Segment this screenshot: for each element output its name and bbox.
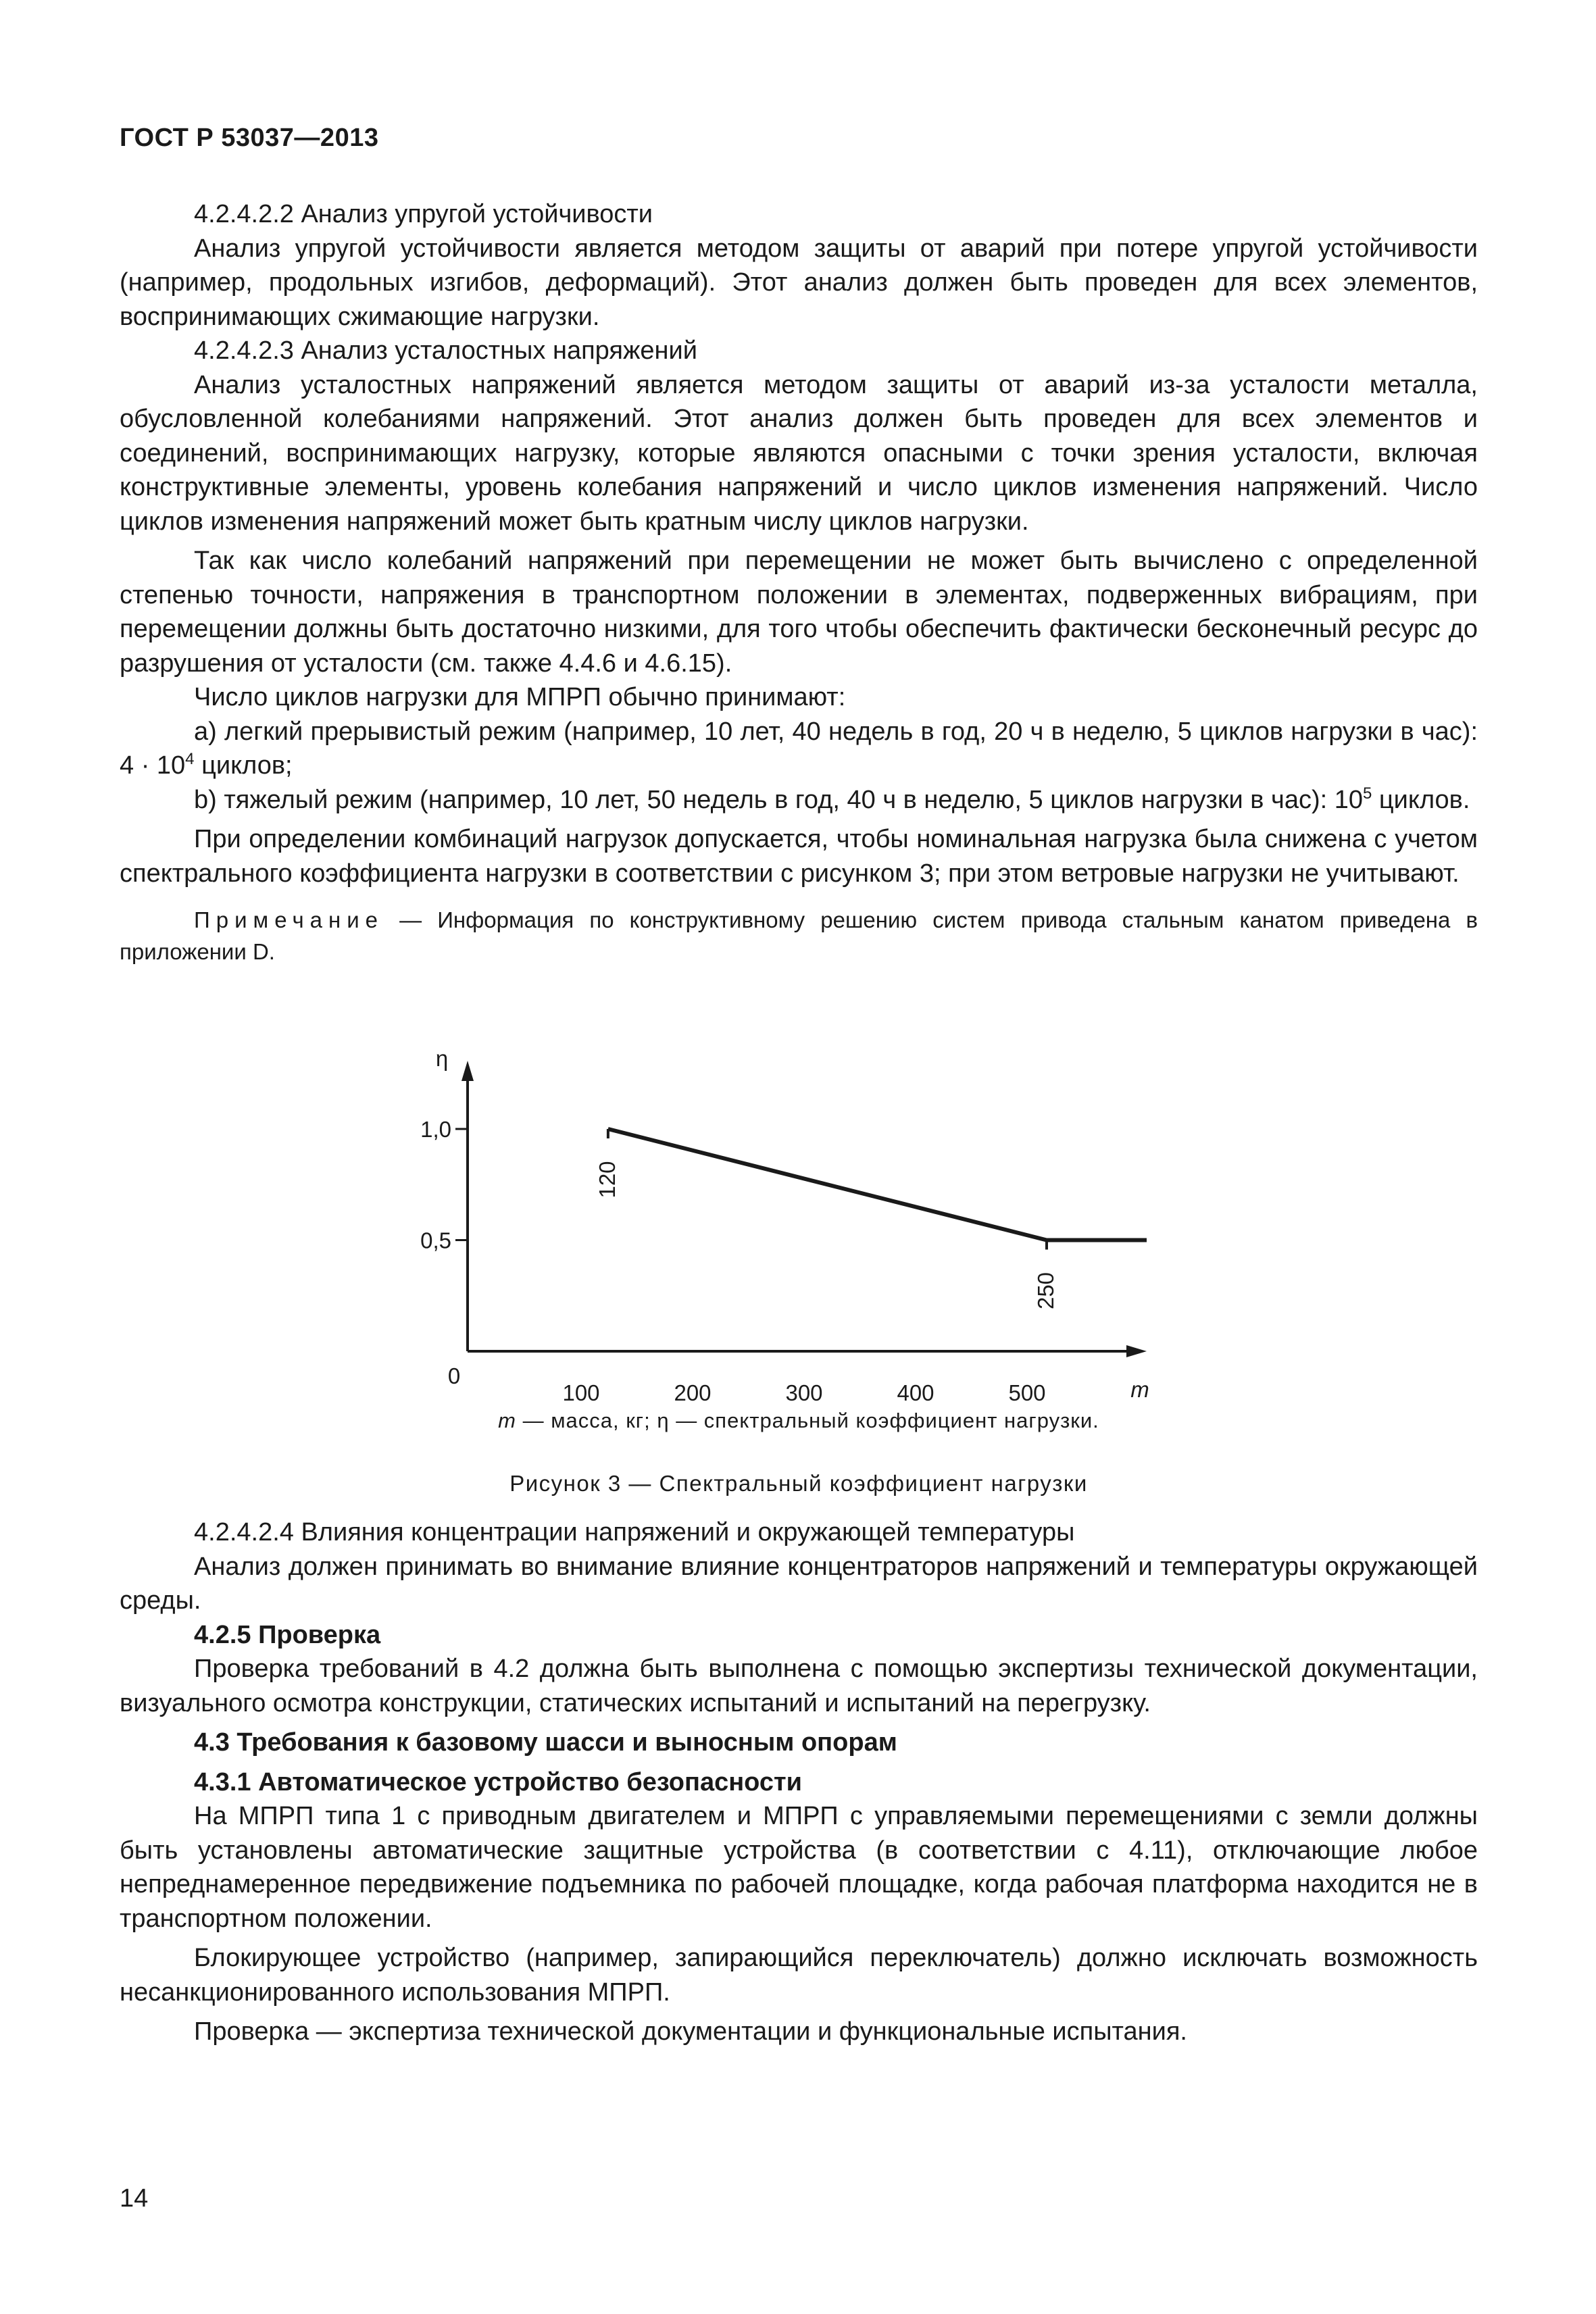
x-tick-label: 200 — [674, 1380, 712, 1404]
x-tick-label: 100 — [562, 1380, 600, 1404]
x-tick-label: 0 — [447, 1363, 461, 1388]
y-axis-label: η — [435, 1046, 449, 1071]
paragraph: Блокирующее устройство (например, запирающийся переключатель) должно исключать возможность несанкционированного использования МПРП. — [120, 1944, 1478, 2007]
section-heading-4-3-1: 4.3.1 Автоматическое устройство безопасности — [194, 1767, 802, 1796]
x-tick-label: 300 — [785, 1380, 823, 1404]
section-heading-4-2-4-2-2: 4.2.4.2.2 Анализ упругой устойчивости — [194, 200, 653, 228]
note — [120, 904, 1478, 967]
list-item-b: b) тяжелый режим (например, 10 лет, 50 недель в год, 40 ч в неделю, 5 циклов нагрузки в час): $10^5$ циклов. — [194, 784, 1470, 814]
paragraph: Анализ усталостных напряжений является методом защиты от аварий из-за усталости металла, обусловленной колебаниями напряжений. Этот анализ должен быть проведен для всех элементов и соединений, воспринимающих нагрузку, которые являются опасными с точки зрения усталости, включая конструктивные элементы, уровень колебания напряжений и число циклов изменения напряжений. Число циклов изменения напряжений может быть кратным числу циклов нагрузки. — [120, 370, 1478, 536]
annotation-120: 120 — [594, 1161, 620, 1199]
list-item-a: а) легкий прерывистый режим (например, 10 лет, 40 недель в год, 20 ч в неделю, 5 циклов нагрузки в час): $4 \cdot 10^4$ циклов; — [120, 717, 1478, 780]
paragraph: Анализ должен принимать во внимание влияние концентраторов напряжений и температуры окружающей среды. — [120, 1552, 1478, 1615]
section-heading-4-2-4-2-3: 4.2.4.2.3 Анализ усталостных напряжений — [194, 336, 697, 365]
x-tick-label: 500 — [1008, 1380, 1046, 1404]
section-heading-4-2-4-2-4: 4.2.4.2.4 Влияния концентрации напряжений и окружающей температуры — [194, 1518, 1075, 1546]
paragraph: Число циклов нагрузки для МПРП обычно принимают: — [194, 683, 846, 711]
y-axis-arrow — [462, 1061, 474, 1081]
paragraph: Анализ упругой устойчивости является методом защиты от аварий при потере упругой устойчивости (например, продольных изгибов, деформаций). Этот анализ должен быть проведен для всех элементов, воспринимающих сжимающие нагрузки. — [120, 234, 1478, 331]
paragraph: Так как число колебаний напряжений при перемещении не может быть вычислено с определенной степенью точности, напряжения в транспортном положении в элементах, подверженных вибрациям, при перемещении должны быть достаточно низкими, для того чтобы обеспечить фактически бесконечный ресурс до разрушения от усталости (см. также 4.4.6 и 4.6.15). — [120, 547, 1478, 678]
x-tick-label: 400 — [897, 1380, 934, 1404]
section-heading-4-3: 4.3 Требования к базовому шасси и выносным опорам — [194, 1728, 897, 1757]
paragraph: На МПРП типа 1 с приводным двигателем и МПРП с управляемыми перемещениями с земли должны быть установлены автоматические защитные устройства (в соответствии с 4.11), отключающие любое непреднамеренное передвижение подъемника по рабочей площадке, когда рабочая платформа находится не в транспортном положении. — [120, 1802, 1478, 1933]
page-body — [120, 197, 1478, 2049]
note-text: — Информация по конструктивному решению систем привода стальным канатом приведена в приложении D. — [120, 907, 1478, 964]
page-number: 14 — [120, 2184, 149, 2213]
paragraph: Проверка требований в 4.2 должна быть выполнена с помощью экспертизы технической документации, визуального осмотра конструкции, статических испытаний и испытаний на перегрузку. — [120, 1655, 1478, 1717]
y-tick-label: 0,5 — [420, 1228, 451, 1253]
document-code: ГОСТ Р 53037—2013 — [120, 124, 379, 152]
x-axis-arrow — [1126, 1345, 1147, 1357]
figure-legend: m — масса, кг; η — спектральный коэффициент нагрузки. — [498, 1409, 1099, 1432]
paragraph: Проверка — экспертиза технической документации и функциональные испытания. — [194, 2017, 1187, 2046]
figure-3 — [120, 972, 1478, 1515]
x-axis-label: m — [1130, 1377, 1149, 1402]
y-tick-label: 1,0 — [420, 1117, 451, 1142]
spectral-coefficient-chart — [120, 972, 1478, 1404]
note-label: Примечание — [194, 907, 384, 932]
figure-caption: Рисунок 3 — Спектральный коэффициент нагрузки — [509, 1471, 1088, 1496]
paragraph: При определении комбинаций нагрузок допускается, чтобы номинальная нагрузка была снижена с учетом спектрального коэффициента нагрузки в соответствии с рисунком 3; при этом ветровые нагрузки не учитывают. — [120, 825, 1478, 888]
section-heading-4-2-5: 4.2.5 Проверка — [194, 1620, 381, 1649]
series-line — [608, 1129, 1147, 1240]
annotation-250: 250 — [1033, 1272, 1058, 1310]
